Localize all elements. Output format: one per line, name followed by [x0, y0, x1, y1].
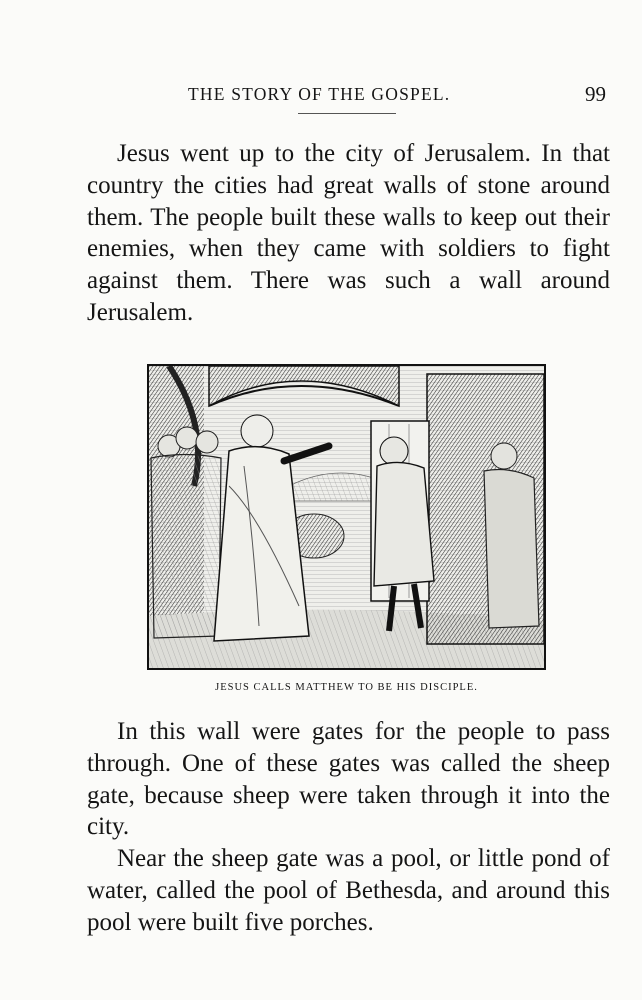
matthew-figure: [380, 437, 408, 465]
figure-in-booth: [491, 443, 517, 469]
running-title: THE STORY OF THE GOSPEL.: [188, 84, 451, 104]
paragraph-2: In this wall were gates for the people to pass through. One of these gates was called the sheep gate, because sheep were taken through it into the city.: [87, 718, 610, 841]
paragraph-1: Jesus went up to the city of Jerusalem. In that country the cities had great walls of stone around them. The people built these walls to keep out their enemies, when they came with soldiers to fight against them. There was such a wall around Jerusalem.: [87, 140, 610, 326]
header-rule: [298, 113, 396, 114]
page-number: 99: [585, 82, 606, 106]
engraving-image: [149, 366, 544, 668]
illustration-engraving: [147, 364, 546, 670]
paragraph-3: Near the sheep gate was a pool, or little pond of water, called the pool of Bethesda, and around this pool were built five porches.: [87, 845, 610, 936]
illustration-caption: JESUS CALLS MATTHEW TO BE HIS DISCIPLE.: [215, 682, 478, 693]
page-header: [0, 0, 642, 120]
jesus-figure: [241, 415, 273, 447]
